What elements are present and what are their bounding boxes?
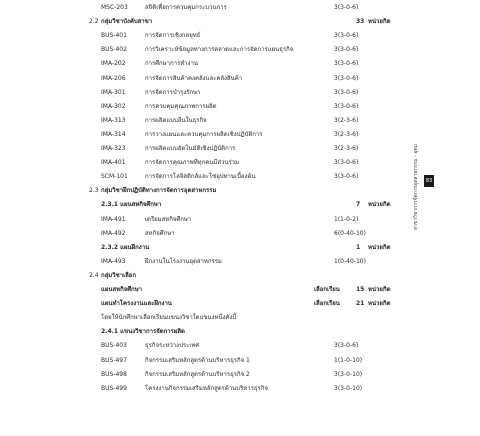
course-code: BUS-498 (101, 370, 127, 378)
course-row (0, 383, 400, 394)
group-heading (0, 270, 400, 281)
course-name: การผลิตแบบลีนในธุรกิจ (145, 116, 207, 124)
course-name: ฝึกงานในโรงงานอุตสาหกรรม (145, 257, 222, 265)
course-name: การควบคุมคุณภาพการผลิต (145, 102, 217, 110)
course-code: IMA-206 (101, 74, 126, 82)
group-heading (0, 16, 400, 27)
course-code: SCM-101 (101, 173, 128, 181)
course-credit: 3(2-3-6) (334, 145, 359, 152)
course-code: BUS-403 (101, 342, 127, 350)
course-credit: 3(3-0-6) (334, 173, 359, 181)
group-credit-unit: หน่วยกิต (368, 18, 391, 26)
course-credit: 3(3-0-6) (334, 46, 359, 54)
course-credit: 3(3-0-10) (334, 370, 363, 378)
elective-plan-name: แผนทำโครงงานและฝึกงาน (101, 300, 172, 308)
subgroup-credit-unit: หน่วยกิต (368, 201, 391, 209)
subgroup-credit-count: 7 (356, 201, 361, 209)
course-code: IMA-314 (101, 130, 126, 138)
course-code: IMA-323 (101, 145, 126, 152)
note-text (0, 312, 400, 323)
course-row (0, 101, 400, 112)
course-code: BUS-401 (101, 32, 127, 40)
course-credit: 3(3-0-6) (334, 60, 359, 68)
course-row (0, 58, 400, 69)
course-code: IMA-301 (101, 88, 126, 96)
course-credit: 3(3-0-10) (334, 384, 363, 392)
side-caption: สาขาวิชาการจัดการอุตสาหกรรม - อุดม (413, 144, 419, 230)
elective-select-label: เลือกเรียน (314, 286, 340, 293)
course-credit: 3(2-3-6) (334, 130, 359, 138)
group-title: กลุ่มวิชาฝึกปฏิบัติทางการจัดการอุตสาหกรรม (101, 187, 217, 195)
course-name: กิจกรรมเสริมหลักสูตรด้านบริหารธุรกิจ 2 (145, 370, 250, 378)
course-credit: 3(3-0-6) (334, 102, 359, 110)
course-row (0, 157, 400, 168)
group-title: กลุ่มวิชาเลือก (101, 271, 137, 279)
course-row (0, 44, 400, 55)
course-row (0, 30, 400, 41)
group-number: 2.4 (89, 271, 99, 279)
course-name: การจัดการเชิงกลยุทธ์ (145, 32, 201, 40)
course-code: IMA-491 (101, 215, 126, 223)
course-name: การศึกษาการทำงาน (145, 60, 198, 68)
course-credit: 3(3-0-6) (334, 4, 359, 11)
course-code: IMA-493 (101, 257, 126, 265)
course-credit: 3(3-0-6) (334, 32, 359, 40)
course-name: กิจกรรมเสริมหลักสูตรด้านบริหารธุรกิจ 1 (145, 356, 250, 364)
course-name: การวางแผนและควบคุมการผลิตเชิงปฏิบัติการ (145, 130, 263, 138)
course-code: BUS-499 (101, 384, 127, 392)
course-row (0, 129, 400, 140)
subgroup-heading (0, 199, 400, 210)
elective-plan-name: แผนสหกิจศึกษา (101, 286, 143, 293)
course-row (0, 340, 400, 351)
course-row (0, 171, 400, 182)
group-title: กลุ่มวิชาบังคับสาขา (101, 18, 153, 26)
course-code: IMA-202 (101, 60, 126, 68)
course-name: เตรียมสหกิจศึกษา (145, 215, 192, 223)
subgroup-credit-count: 1 (356, 243, 361, 251)
course-row (0, 2, 400, 13)
course-name: สหกิจศึกษา (145, 229, 175, 237)
course-row (0, 115, 400, 126)
course-credit: 6(0-40-10) (334, 229, 366, 237)
course-row (0, 87, 400, 98)
elective-credit-count: 15 (356, 286, 365, 293)
course-row (0, 369, 400, 380)
subgroup-label: 2.4.1 แขนงวิชาการจัดการผลิต (101, 328, 185, 336)
course-row (0, 256, 400, 267)
subgroup-heading (0, 326, 400, 337)
elective-credit-count: 21 (356, 300, 365, 308)
course-credit: 3(3-0-6) (334, 159, 359, 167)
elective-credit-unit: หน่วยกิต (368, 300, 391, 308)
course-row (0, 73, 400, 84)
course-name: การจัดการบำรุงรักษา (145, 88, 201, 96)
group-credit-count: 33 (356, 18, 365, 26)
course-credit: 1(1-0-10) (334, 356, 363, 364)
subgroup-label: 2.3.1 แผนสหกิจศึกษา (101, 201, 162, 209)
course-code: IMA-492 (101, 229, 126, 237)
course-name: โครงงานกิจกรรมเสริมหลักสูตรด้านบริหารธุรกิจ (145, 384, 268, 392)
subgroup-label: 2.3.2 แผนฝึกงาน (101, 243, 150, 251)
subgroup-heading (0, 242, 400, 253)
course-code: MSC-203 (101, 4, 128, 11)
course-code: BUS-402 (101, 46, 127, 54)
note-line: โดยให้นักศึกษาเลือกเรียนแขนงวิชาใดแขนงหนึ่งดังนี้ (101, 314, 237, 322)
course-credit: 3(3-0-6) (334, 88, 359, 96)
course-row (0, 355, 400, 366)
course-name: การจัดการสินค้าคงคลังและคลังสินค้า (145, 74, 243, 82)
group-number: 2.3 (89, 187, 99, 195)
course-row (0, 143, 400, 154)
elective-plan-row (0, 298, 400, 309)
page-number-tab: 83 (424, 175, 434, 187)
course-code: IMA-401 (101, 159, 126, 167)
elective-credit-unit: หน่วยกิต (368, 286, 391, 293)
course-credit: 1(0-40-10) (334, 257, 366, 265)
course-credit: 3(3-0-6) (334, 342, 359, 350)
course-credit: 3(3-0-6) (334, 74, 359, 82)
group-heading (0, 185, 400, 196)
course-name: การจัดการโลจิสติกส์และโซ่อุปทานเบื้องต้น (145, 173, 256, 181)
elective-select-label: เลือกเรียน (314, 300, 340, 308)
course-row (0, 214, 400, 225)
course-name: การผลิตแบบอัตโนมัติเชิงปฏิบัติการ (145, 145, 236, 152)
course-credit: 3(2-3-6) (334, 116, 359, 124)
course-name: ธุรกิจระหว่างประเทศ (145, 342, 200, 350)
group-number: 2.2 (89, 18, 99, 26)
elective-plan-row (0, 284, 400, 295)
course-row (0, 228, 400, 239)
course-code: IMA-302 (101, 102, 126, 110)
course-credit: 1(1-0-2) (334, 215, 359, 223)
course-name: การจัดการคุณภาพที่ทุกคนมีส่วนร่วม (145, 159, 240, 167)
course-code: IMA-313 (101, 116, 126, 124)
course-code: BUS-497 (101, 356, 127, 364)
course-name: สถิติเพื่อการควบคุมกระบวนการ (145, 4, 227, 11)
course-name: การวิเคราะห์ข้อมูลทางการตลาดและการจัดการแผนธุรกิจ (145, 46, 294, 54)
subgroup-credit-unit: หน่วยกิต (368, 243, 391, 251)
